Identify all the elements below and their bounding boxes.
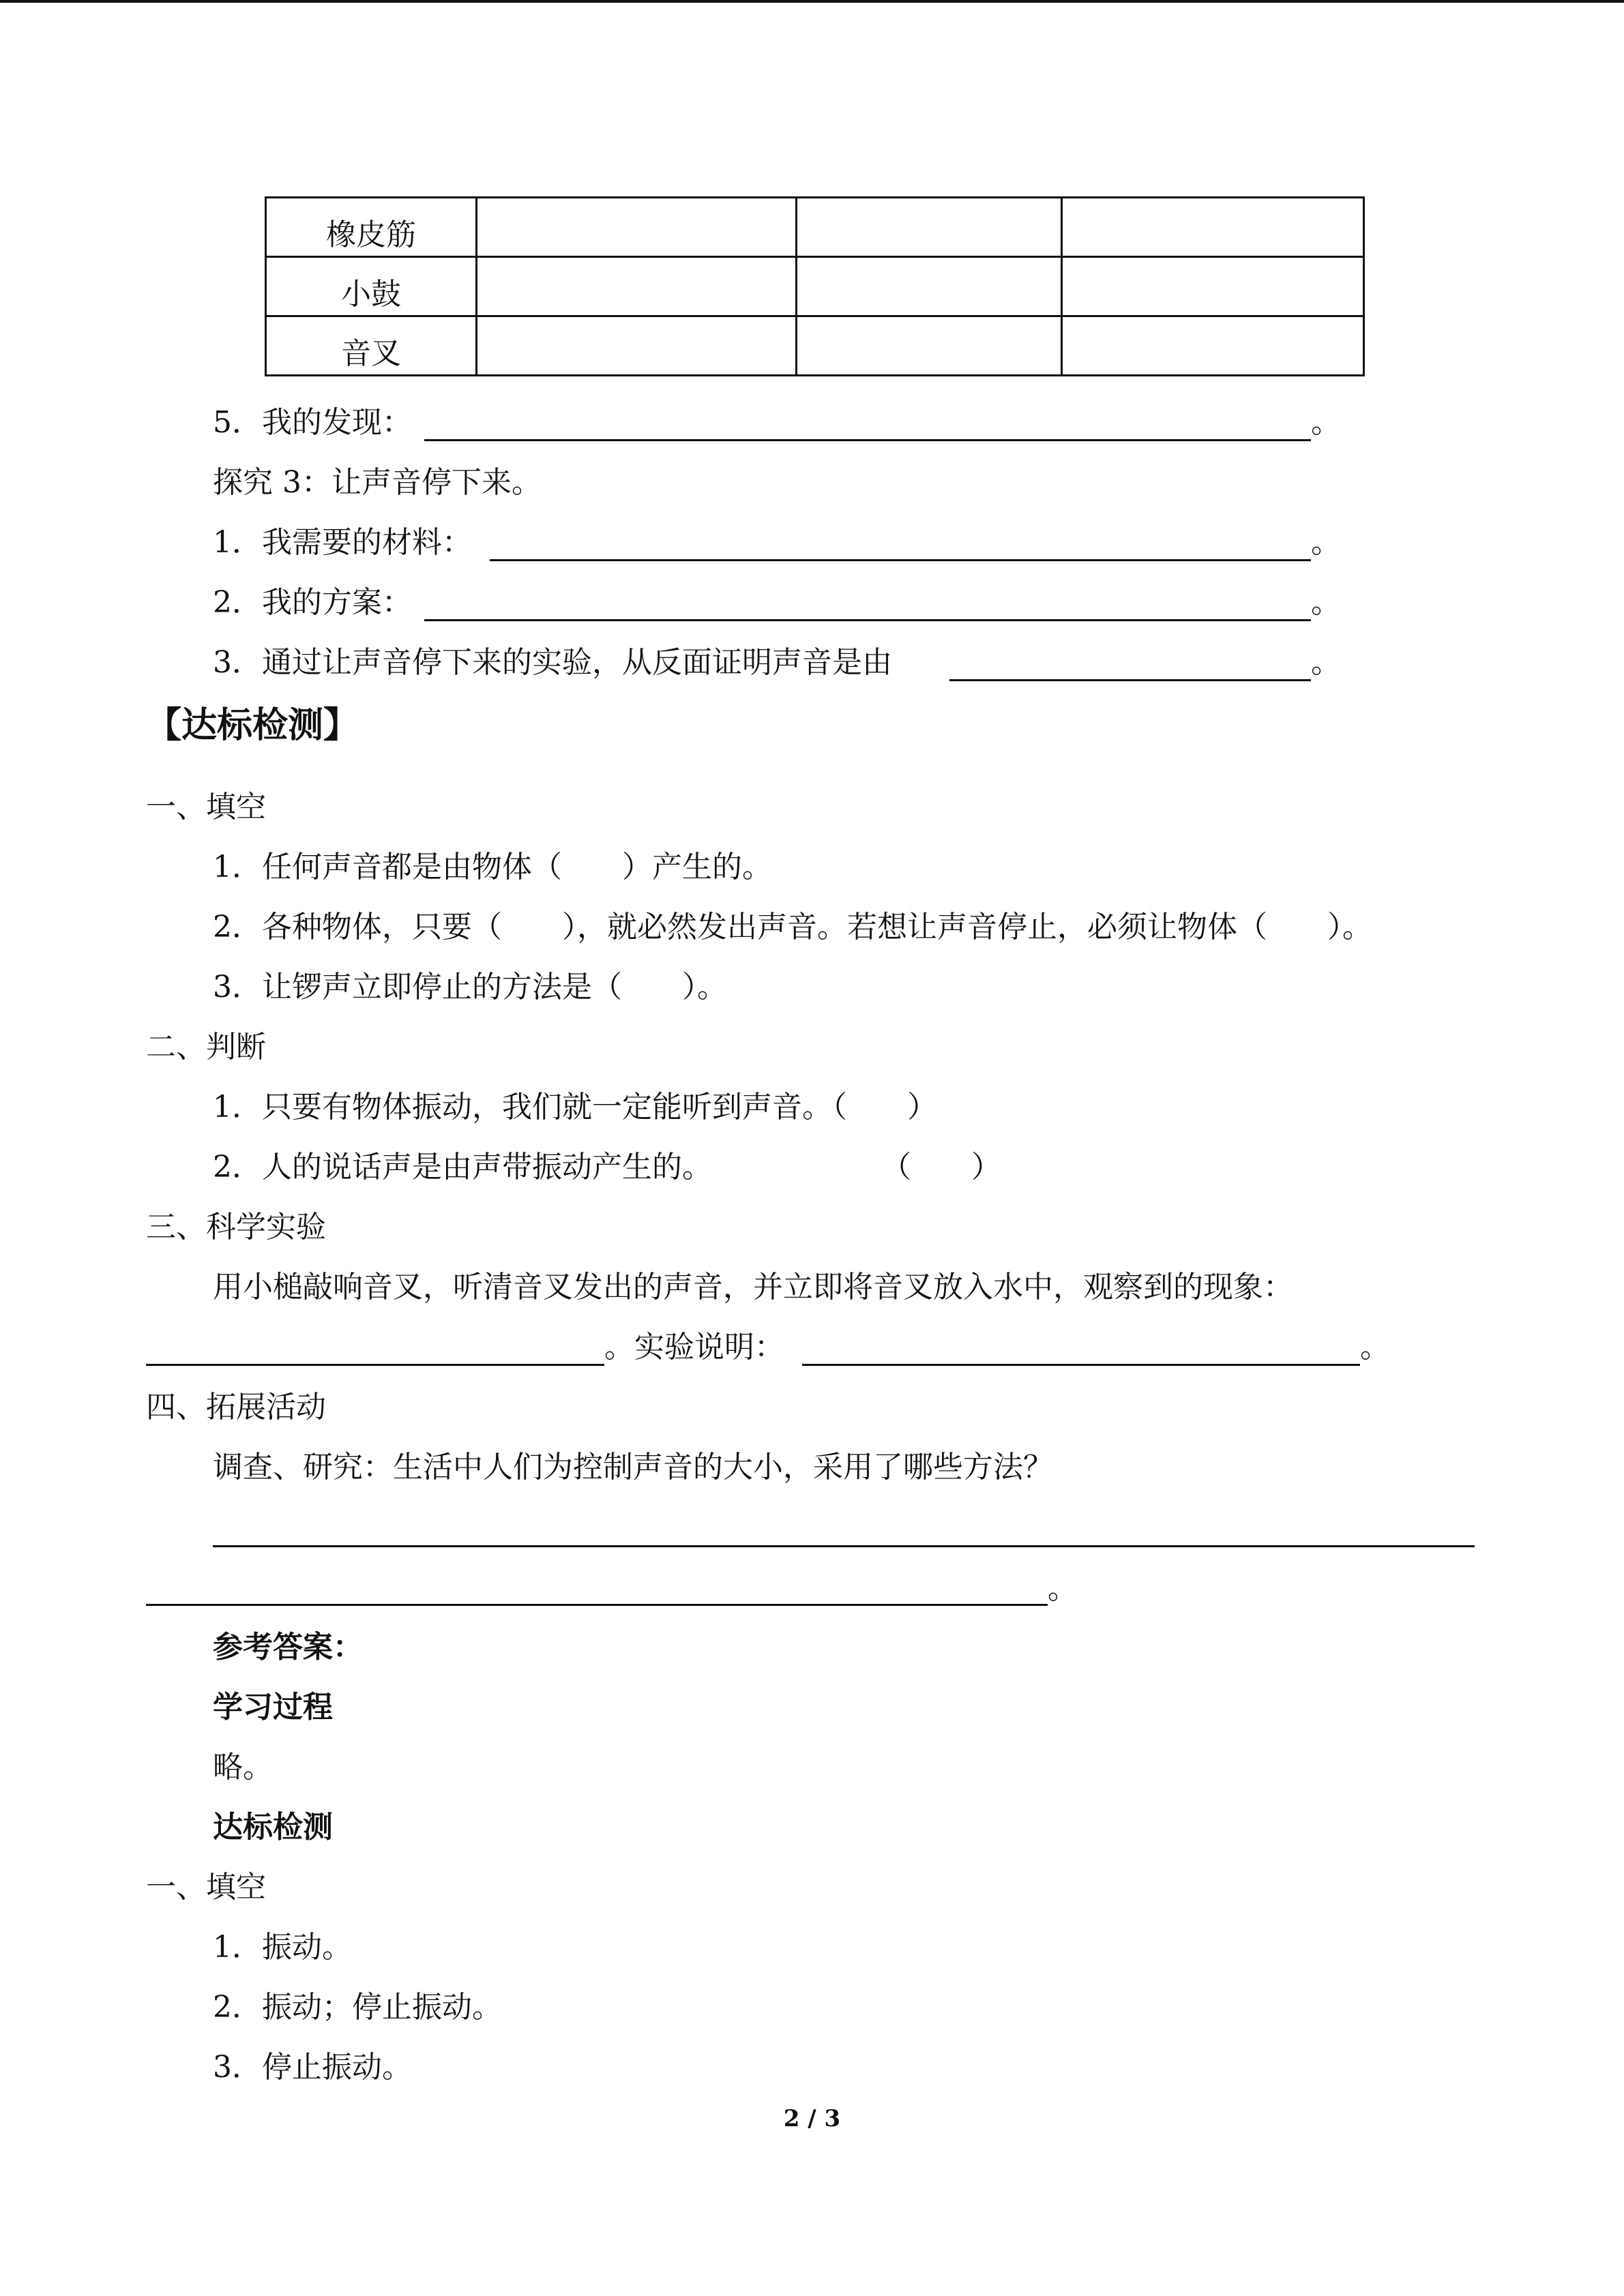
fill-q1: 1．任何声音都是由物体（ ）产生的。 <box>213 850 772 884</box>
plan-blank[interactable] <box>424 619 1311 621</box>
fill-q2: 2．各种物体，只要（ ），就必然发出声音。若想让声音停止，必须让物体（ ）。 <box>213 910 1372 944</box>
explanation-blank[interactable] <box>802 1364 1360 1366</box>
table-cell <box>477 257 797 316</box>
page-number: 2 / 3 <box>783 2105 841 2132</box>
judge-q2: 2．人的说话声是由声带振动产生的。 <box>213 1150 712 1184</box>
extension-blank-2[interactable] <box>146 1604 1048 1606</box>
plan-label: 2．我的方案： <box>213 585 412 620</box>
table-cell <box>1062 316 1364 376</box>
answers-heading-test: 达标检测 <box>213 1810 333 1845</box>
period: 。 <box>1048 1571 1078 1606</box>
answer-omitted: 略。 <box>213 1750 273 1785</box>
table-cell <box>797 198 1062 257</box>
section-fill: 一、填空 <box>146 790 266 824</box>
table-row-label: 音叉 <box>266 316 477 376</box>
table-cell <box>1062 257 1364 316</box>
answer-3: 3．停止振动。 <box>213 2050 412 2085</box>
table-cell <box>477 198 797 257</box>
period: 。 <box>1311 645 1341 680</box>
fill-q3: 3．让锣声立即停止的方法是（ ）。 <box>213 970 727 1004</box>
finding-blank[interactable] <box>424 439 1311 441</box>
judge-q1: 1．只要有物体振动，我们就一定能听到声音。（ ） <box>213 1090 937 1124</box>
materials-label: 1．我需要的材料： <box>213 525 472 560</box>
period: 。 <box>1360 1330 1390 1365</box>
proof-label: 3．通过让声音停下来的实验，从反面证明声音是由 <box>213 645 892 680</box>
observation-table <box>265 196 1365 376</box>
experiment-text: 用小槌敲响音叉，听清音叉发出的声音，并立即将音叉放入水中，观察到的现象： <box>213 1270 1293 1304</box>
table-row-label: 小鼓 <box>266 257 477 316</box>
answers-heading-process: 学习过程 <box>213 1690 333 1725</box>
table-row <box>266 198 1364 257</box>
section-experiment: 三、科学实验 <box>146 1210 326 1244</box>
section-judge: 二、判断 <box>146 1030 266 1064</box>
judge-q2-paren: （ ） <box>881 1150 1001 1184</box>
materials-blank[interactable] <box>490 559 1311 561</box>
top-border <box>0 0 1624 3</box>
table-row-label: 橡皮筋 <box>266 198 477 257</box>
table-row <box>266 257 1364 316</box>
inquiry-3-title: 探究 3：让声音停下来。 <box>213 465 542 500</box>
answer-2: 2．振动；停止振动。 <box>213 1990 502 2025</box>
answers-section-fill: 一、填空 <box>146 1870 266 1905</box>
table-cell <box>797 316 1062 376</box>
period: 。 <box>1311 405 1341 440</box>
extension-text: 调查、研究：生活中人们为控制声音的大小，采用了哪些方法？ <box>213 1450 1053 1485</box>
answer-1: 1．振动。 <box>213 1930 352 1965</box>
table-cell <box>797 257 1062 316</box>
extension-blank-1[interactable] <box>213 1545 1475 1547</box>
section-extension: 四、拓展活动 <box>146 1390 326 1425</box>
test-title: 【达标检测】 <box>146 704 359 746</box>
phenomenon-blank[interactable] <box>146 1364 604 1366</box>
period: 。 <box>1311 525 1341 560</box>
table-row <box>266 316 1364 376</box>
proof-blank[interactable] <box>949 679 1311 681</box>
table-cell <box>1062 198 1364 257</box>
table-cell <box>477 316 797 376</box>
experiment-mid: 。实验说明： <box>604 1330 784 1365</box>
finding-label: 5．我的发现： <box>213 405 412 440</box>
period: 。 <box>1311 585 1341 620</box>
answers-title: 参考答案： <box>213 1630 363 1665</box>
